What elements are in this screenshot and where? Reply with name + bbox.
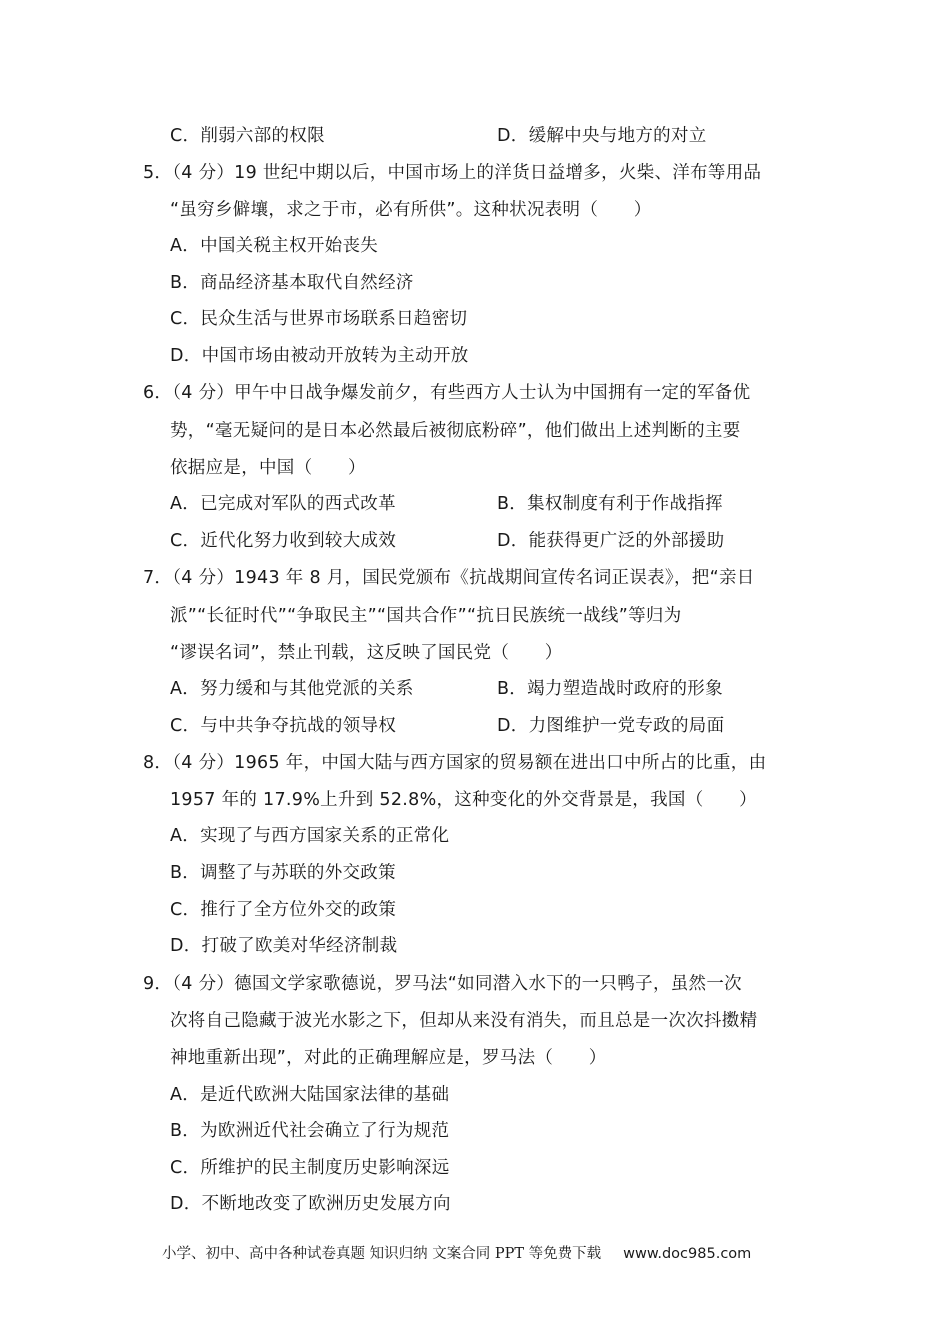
answer-option: B．为欧洲近代社会确立了行为规范	[170, 1121, 450, 1141]
answer-option: B．调整了与苏联的外交政策	[170, 863, 396, 883]
question-stem-continued: 势，“毫无疑问的是日本必然最后被彻底粉碎”，他们做出上述判断的主要	[170, 421, 741, 441]
answer-option: C．民众生活与世界市场联系日趋密切	[170, 309, 468, 329]
question-stem: 5．（4 分）19 世纪中期以后，中国市场上的洋货日益增多，火柴、洋布等用品	[143, 163, 762, 183]
answer-option: B．集权制度有利于作战指挥	[497, 494, 723, 514]
answer-option: C．与中共争夺抗战的领导权	[170, 716, 397, 736]
answer-option: C．所维护的民主制度历史影响深远	[170, 1158, 450, 1178]
question-stem-continued: 依据应是，中国（ ）	[170, 458, 366, 478]
question-stem: 8．（4 分）1965 年，中国大陆与西方国家的贸易额在进出口中所占的比重，由	[143, 753, 767, 773]
question-stem-continued: 1957 年的 17.9%上升到 52.8%，这种变化的外交背景是，我国（ ）	[170, 790, 757, 810]
answer-option: A．中国关税主权开始丧失	[170, 236, 379, 256]
question-stem-continued: “谬误名词”，禁止刊载，这反映了国民党（ ）	[170, 643, 563, 663]
question-stem: 9．（4 分）德国文学家歌德说，罗马法“如同潜入水下的一只鸭子，虽然一次	[143, 974, 742, 994]
answer-option: B．竭力塑造战时政府的形象	[497, 679, 723, 699]
question-stem: 6．（4 分）甲午中日战争爆发前夕，有些西方人士认为中国拥有一定的军备优	[143, 383, 751, 403]
answer-option: B．商品经济基本取代自然经济	[170, 273, 414, 293]
answer-option: C．削弱六部的权限	[170, 126, 325, 146]
answer-option: D．打破了欧美对华经济制裁	[170, 936, 398, 956]
question-stem: 7．（4 分）1943 年 8 月，国民党颁布《抗战期间宣传名词正误表》，把“亲日	[143, 568, 755, 588]
question-stem-continued: “虽穷乡僻壤，求之于市，必有所供”。这种状况表明（ ）	[170, 200, 652, 220]
page-footer	[162, 1243, 751, 1265]
answer-option: C．推行了全方位外交的政策	[170, 900, 397, 920]
answer-option: D．中国市场由被动开放转为主动开放	[170, 346, 469, 366]
answer-option: D．不断地改变了欧洲历史发展方向	[170, 1194, 451, 1214]
footer-url[interactable]: www.doc985.com	[623, 1246, 752, 1262]
question-stem-continued: 派”“长征时代”“争取民主”“国共合作”“抗日民族统一战线”等归为	[170, 606, 682, 626]
answer-option: A．已完成对军队的西式改革	[170, 494, 396, 514]
answer-option: A．努力缓和与其他党派的关系	[170, 679, 414, 699]
answer-option: D．能获得更广泛的外部援助	[497, 531, 725, 551]
answer-option: C．近代化努力收到较大成效	[170, 531, 397, 551]
answer-option: A．是近代欧洲大陆国家法律的基础	[170, 1085, 450, 1105]
question-stem-continued: 次将自己隐藏于波光水影之下，但却从来没有消失，而且总是一次次抖擞精	[170, 1011, 758, 1031]
answer-option: D．力图维护一党专政的局面	[497, 716, 725, 736]
question-stem-continued: 神地重新出现”，对此的正确理解应是，罗马法（ ）	[170, 1048, 607, 1068]
footer-text: 小学、初中、高中各种试卷真题 知识归纳 文案合同 PPT 等免费下载	[162, 1246, 602, 1262]
answer-option: A．实现了与西方国家关系的正常化	[170, 826, 450, 846]
answer-option: D．缓解中央与地方的对立	[497, 126, 707, 146]
